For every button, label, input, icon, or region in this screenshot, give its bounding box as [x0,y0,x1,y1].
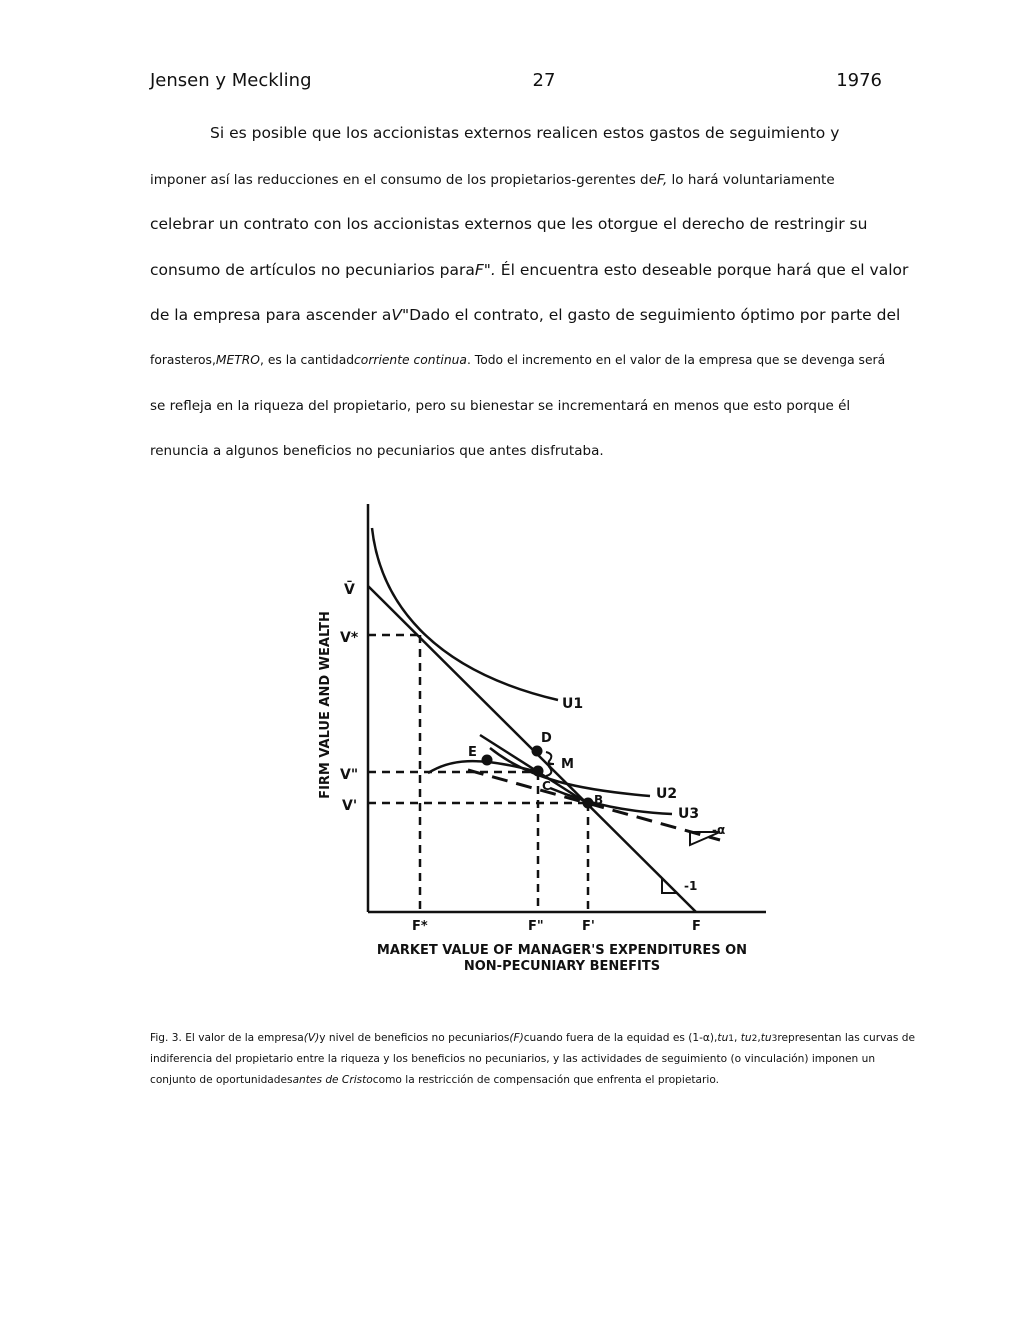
label-m: M [561,757,574,772]
caption-line-1: Fig. 3. El valor de la empresa(V)y nivel de beneficios no pecuniarios(F)cuando fuera de la equidad es (1-α),tu1, tu2,tu3representan las curvas de [150,1032,915,1044]
y-axis-label: FIRM VALUE AND WEALTH [318,611,333,799]
point-b [583,798,594,809]
y-tick-vbar: V̄ [344,582,355,598]
paragraph-line-5: de la empresa para ascender aV"Dado el contrato, el gasto de seguimiento óptimo por parte del [150,306,901,324]
point-m [533,766,544,777]
paragraph-line-4: consumo de artículos no pecuniarios paraF". Él encuentra esto deseable porque hará que el valor [150,261,909,279]
paragraph-line-2: imponer así las reducciones en el consumo de los propietarios-gerentes deF, lo hará voluntariamente [150,172,835,188]
caption-line-2: indiferencia del propietario entre la riqueza y los beneficios no pecuniarios, y las actividades de seguimiento (o vinculación) imponen un [150,1053,876,1065]
paragraph-line-6: forasteros,METRO, es la cantidadcorriente continua. Todo el incremento en el valor de la empresa que se devenga será [150,353,886,367]
header-author: Jensen y Meckling [150,70,312,91]
figure-3-diagram [300,490,780,980]
y-tick-vdouble: V" [340,767,359,783]
curve-u1 [372,528,558,700]
paragraph-line-1: Si es posible que los accionistas externos realicen estos gastos de seguimiento y [210,124,840,142]
label-e: E [468,745,477,760]
y-tick-vstar: V* [340,630,359,646]
header-year: 1976 [836,70,882,91]
point-e [482,755,493,766]
x-tick-fstar: F* [412,919,428,934]
paragraph-line-8: renuncia a algunos beneficios no pecuniarios que antes disfrutaba. [150,443,604,459]
header-page-number: 27 [532,70,556,91]
paragraph-line-7: se refleja en la riqueza del propietario, pero su bienestar se incrementará en menos que esto porque él [150,398,851,414]
paragraph-line-3: celebrar un contrato con los accionistas externos que les otorgue el derecho de restringir su [150,215,868,233]
label-c: C [542,779,551,793]
y-tick-vprime: V' [342,798,358,814]
label-minus-alpha: -α [712,823,726,837]
triangle-minus-one [662,878,677,893]
caption-line-3: conjunto de oportunidadesantes de Cristocomo la restricción de compensación que enfrenta el propietario. [150,1074,719,1086]
label-minus-one: -1 [684,879,698,893]
label-b: B [594,793,604,807]
label-d: D [541,731,552,746]
x-tick-fprime: F' [582,919,595,934]
x-tick-f: F [692,919,701,934]
x-tick-fdouble: F" [528,919,544,934]
label-u2: U2 [656,786,678,802]
label-u1: U1 [562,696,584,712]
label-u3: U3 [678,806,700,822]
point-d [532,746,543,757]
x-axis-label-line-2: NON-PECUNIARY BENEFITS [463,959,661,974]
x-axis-label-line-1: MARKET VALUE OF MANAGER'S EXPENDITURES ON [376,943,748,958]
